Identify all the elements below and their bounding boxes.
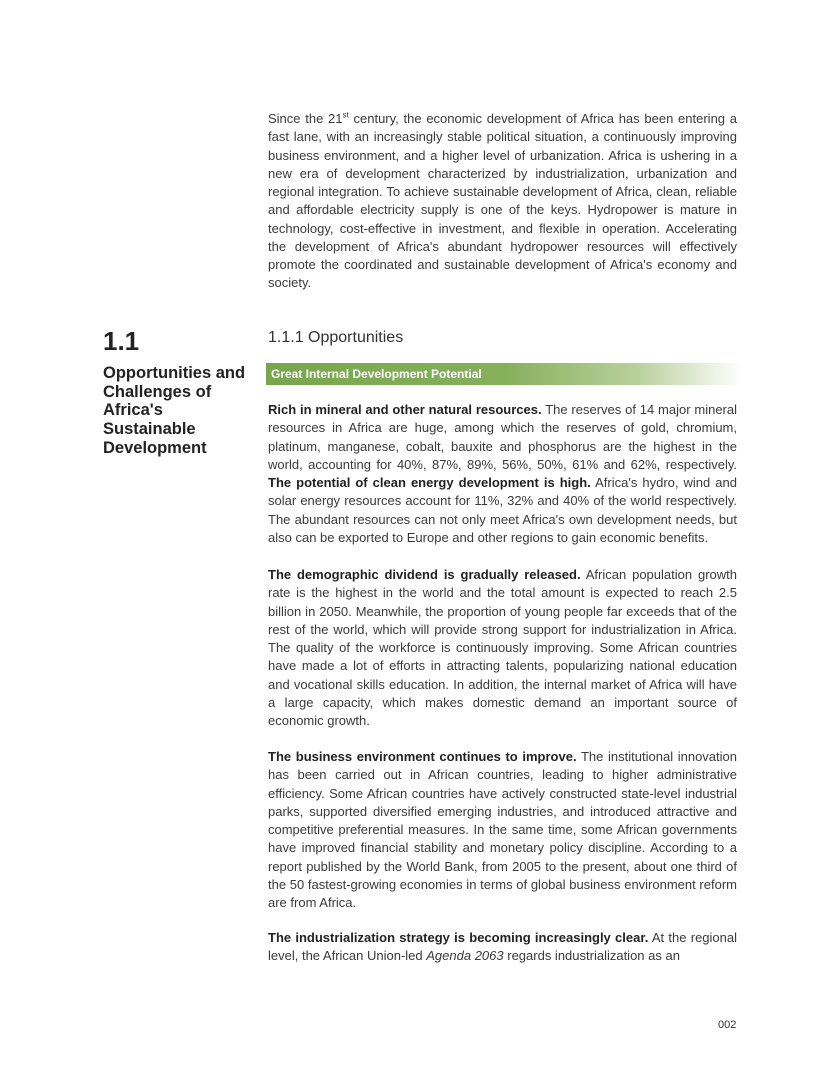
section-number: 1.1 (103, 326, 140, 356)
body-text: At the regional level, the African Union-led (268, 930, 737, 964)
body-text: The institutional innovation has been carried out in African countries, leading to higher administrative efficiency. Some African countries have actively constructed state-level industrial parks, supported diversified emerging industries, and introduced attractive and competitive preferential measures. In the same time, some African governments have improved financial stability and monetary policy discipline. According to a report published by the World Bank, from 2005 to the present, about one third of the 50 fastest-growing economies in terms of global business environment reform are from Africa. (268, 749, 737, 910)
body-text: regards industrialization as an (503, 948, 680, 964)
page-number: 002 (718, 1019, 737, 1031)
section-title: Opportunities and Challenges of Africa's Sustainable Development (103, 364, 246, 457)
lead-in: The potential of clean energy development is high. (268, 475, 591, 490)
intro-text: Since the 21 (268, 111, 343, 126)
lead-in: The industrialization strategy is becoming increasingly clear. (268, 930, 649, 945)
paragraph-industrialization (268, 929, 737, 966)
lead-in: Rich in mineral and other natural resources. (268, 402, 542, 417)
paragraph-demographic (268, 566, 737, 730)
topic-banner (266, 363, 742, 385)
topic-banner-label: Great Internal Development Potential (271, 367, 482, 381)
agenda-title: Agenda 2063 (426, 948, 504, 964)
paragraph-business (268, 748, 737, 912)
subsection-heading: 1.1.1 Opportunities (268, 329, 404, 346)
lead-in: The business environment continues to improve. (268, 749, 577, 764)
body-text: Africa's hydro, wind and solar energy resources account for 11%, 32% and 40% of the world respectively. The abundant resources can not only meet Africa's own development needs, but also can be exported to Europe and other regions to gain economic benefits. (268, 475, 737, 545)
body-text: African population growth rate is the highest in the world and the total amount is expected to reach 2.5 billion in 2050. Meanwhile, the proportion of young people far exceeds that of the rest of the world, which will provide strong support for industrialization in Africa. The quality of the workforce is continuously improving. Some African countries have made a lot of efforts in attracting talents, popularizing national education and vocational skills education. In addition, the internal market of Africa will have a large capacity, which makes domestic demand an important source of economic growth. (268, 567, 737, 728)
body-text: The reserves of 14 major mineral resources in Africa are huge, among which the reserves of gold, chromium, platinum, manganese, cobalt, bauxite and phosphorus are the highest in the world, accounting for 40%, 87%, 89%, 56%, 50%, 61% and 62%, respectively. (268, 402, 738, 472)
lead-in: The demographic dividend is gradually released. (268, 567, 581, 582)
intro-paragraph (268, 110, 737, 293)
intro-sup: st (342, 110, 349, 120)
paragraph-resources (268, 401, 737, 547)
intro-text-cont: century, the economic development of Africa has been entering a fast lane, with an increasingly stable political situation, a continuously improving business environment, and a higher level of urbanization. Africa is ushering in a new era of development characterized by industrialization, urbanization and regional integration. To achieve sustainable development of Africa, clean, reliable and affordable electricity supply is one of the keys. Hydropower is mature in technology, cost-effective in investment, and flexible in operation. Accelerating the development of Africa's abundant hydropower resources will effectively promote the coordinated and sustainable development of Africa's economy and society. (268, 111, 737, 291)
